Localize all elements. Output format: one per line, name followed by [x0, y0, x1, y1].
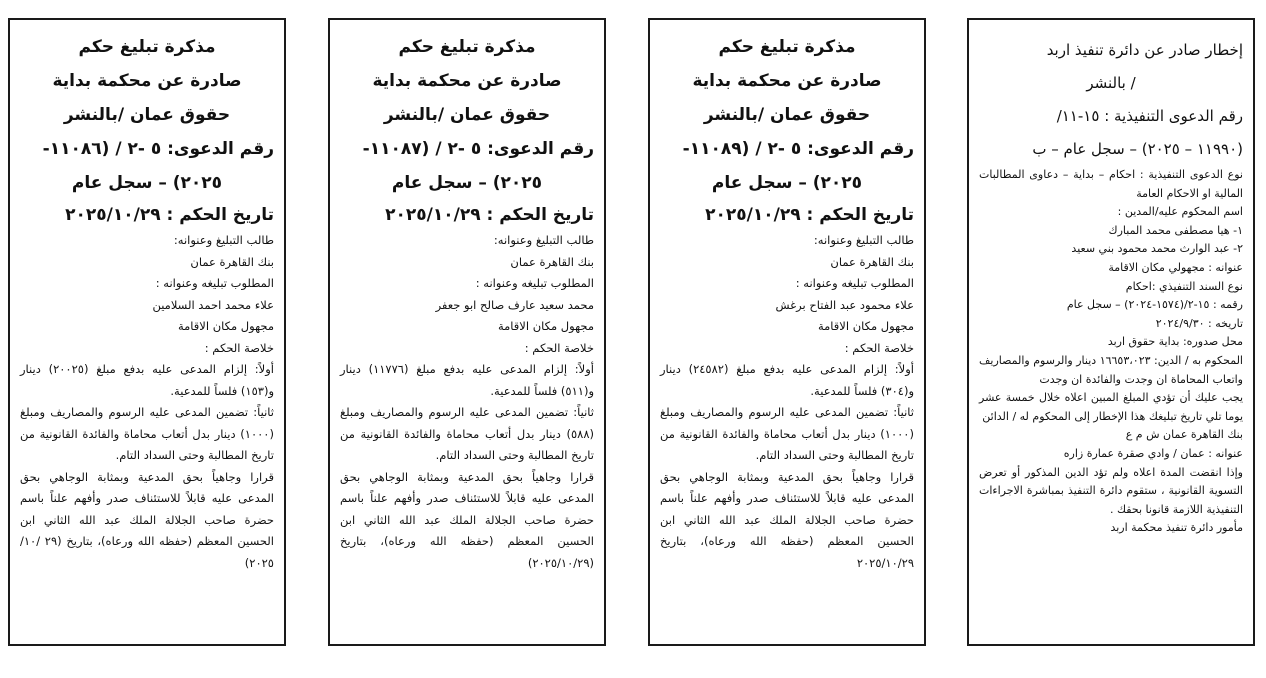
document-date: تاريخه : ٢٠٢٤/٩/٣٠ [1155, 316, 1243, 330]
ruling-paragraph-3: قرارا وجاهياً بحق المدعية وبمثابة الوجاهي بحق المدعى عليه قابلاً للاستئناف صدر وأفهم علناً باسم حضرة صاحب الجلالة الملك عبد الله الثاني ابن الحسين المعظم (حفظه الله ورعاه)، بتاريخ (٢٩ /١٠/ ٢٠٢٥) [20, 469, 275, 570]
ruling-paragraph-2: ثانياً: تضمين المدعى عليه الرسوم والمصاريف ومبلغ (٥٨٨) دينار بدل أتعاب محاماة والفائدة القانونية من تاريخ المطالبة وحتى السداد التام. [340, 405, 594, 462]
notice-title: مذكرة تبليغ حكم [78, 37, 216, 57]
document-type: نوع السند التنفيذي :احكام [1125, 279, 1243, 293]
notice-title: إخطار صادر عن دائرة تنفيذ اربد [1046, 41, 1243, 59]
summary-label: خلاصة الحكم : [524, 340, 594, 355]
judgment-date: تاريخ الحكم : ٢٠٢٥/١٠/٢٩ [65, 205, 274, 225]
requester-name: بنك القاهرة عمان [510, 254, 594, 269]
case-number-line-2: ٢٠٢٥) – سجل عام [711, 173, 863, 193]
execution-notice-card [967, 18, 1255, 646]
debtor-address: عنوانه : مجهولي مكان الاقامة [1108, 260, 1243, 274]
notice-title: مذكرة تبليغ حكم [718, 37, 856, 57]
case-number-line-1: رقم الدعوى التنفيذية : ١٥-١١/ [1056, 107, 1243, 125]
case-number-line-1: رقم الدعوى: ٥ -٢ / (١١٠٨٦- [42, 139, 274, 159]
summary-label: خلاصة الحكم : [844, 340, 914, 355]
debtor-name-1: ١- هيا مصطفى محمد المبارك [1108, 223, 1243, 237]
notice-card-1 [8, 18, 286, 646]
ruling-paragraph-1: أولاً: إلزام المدعى عليه بدفع مبلغ (١١٧٧٦) دينار و(٥١١) فلساً للمدعية. [340, 362, 594, 398]
respondent-name: محمد سعيد عارف صالح ابو جعفر [435, 297, 594, 312]
notice-card-3 [648, 18, 926, 646]
payment-demand: يجب عليك أن تؤدي المبلغ المبين اعلاه خلال خمسة عشر يوما تلي تاريخ تبليغك هذا الإخطار إلى المحكوم له / الدائن [979, 391, 1243, 423]
judgment-amount: المحكوم به / الدين: ١٦٦٥٣،٠٢٣ دينار والرسوم والمصاريف واتعاب المحاماة ان وجدت والفائدة ان وجدت [979, 353, 1243, 386]
notice-title: مذكرة تبليغ حكم [398, 37, 536, 57]
case-number-line-1: رقم الدعوى: ٥ -٢ / (١١٠٨٩- [682, 139, 914, 159]
court-line-2: حقوق عمان /بالنشر [383, 105, 551, 125]
case-number-line-1: رقم الدعوى: ٥ -٢ / (١١٠٨٧- [362, 139, 594, 159]
creditor-address: عنوانه : عمان / وادي صقرة عمارة زاره [1063, 446, 1243, 460]
court-line-1: صادرة عن محكمة بداية [372, 71, 562, 91]
case-number-line-2: (١١٩٩٠ – ٢٠٢٥) – سجل عام – ب [1032, 140, 1243, 158]
debtor-name-2: ٢- عبد الوارث محمد محمود بني سعيد [1071, 242, 1243, 256]
residence-status: مجهول مكان الاقامة [817, 319, 914, 333]
court-line-2: حقوق عمان /بالنشر [63, 105, 231, 125]
respondent-label: المطلوب تبليغه وعنوانه : [475, 276, 594, 290]
notice-card-2 [328, 18, 606, 646]
requester-label: طالب التبليغ وعنوانه: [173, 233, 274, 247]
ruling-paragraph-2: ثانياً: تضمين المدعى عليه الرسوم والمصاريف ومبلغ (١٠٠٠) دينار بدل أتعاب محاماة والفائدة القانونية من تاريخ المطالبة وحتى السداد التام. [20, 405, 274, 462]
requester-name: بنك القاهرة عمان [830, 254, 914, 269]
respondent-label: المطلوب تبليغه وعنوانه : [155, 276, 274, 290]
enforcement-warning: وإذا انقضت المدة اعلاه ولم تؤد الدين المذكور أو تعرض التسوية القانونية ، ستقوم دائرة التنفيذ بمباشرة الاجراءات التنفيذية اللازمة قانونا بحقك . [979, 465, 1243, 516]
ruling-paragraph-3: قرارا وجاهياً بحق المدعية وبمثابة الوجاهي بحق المدعى عليه قابلاً للاستئناف صدر وأفهم علناً باسم حضرة صاحب الجلالة الملك عبد الله الثاني ابن الحسين المعظم (حفظه الله ورعاه)، بتاريخ ٢٠٢٥/١٠/٢٩ [660, 469, 914, 570]
ruling-paragraph-3: قرارا وجاهياً بحق المدعية وبمثابة الوجاهي بحق المدعى عليه قابلاً للاستئناف صدر وأفهم علناً باسم حضرة صاحب الجلالة الملك عبد الله الثاني ابن الحسين المعظم (حفظه الله ورعاه)، بتاريخ (٢٠٢٥/١٠/٢٩) [340, 469, 594, 570]
requester-label: طالب التبليغ وعنوانه: [493, 233, 594, 247]
ruling-paragraph-1: أولاً: إلزام المدعى عليه بدفع مبلغ (٢٤٥٨٢) دينار و(٣٠٤) فلساً للمدعية. [660, 362, 914, 398]
residence-status: مجهول مكان الاقامة [497, 319, 594, 333]
publication-method: / بالنشر [1086, 74, 1136, 92]
debtor-label: اسم المحكوم عليه/المدين : [1117, 205, 1243, 219]
case-number-line-2: ٢٠٢٥) – سجل عام [391, 173, 543, 193]
respondent-label: المطلوب تبليغه وعنوانه : [795, 276, 914, 290]
issue-place: محل صدوره: بداية حقوق اربد [1107, 335, 1243, 349]
summary-label: خلاصة الحكم : [204, 340, 274, 355]
ruling-paragraph-2: ثانياً: تضمين المدعى عليه الرسوم والمصاريف ومبلغ (١٠٠٠) دينار بدل أتعاب محاماة والفائدة القانونية من تاريخ المطالبة وحتى السداد التام. [660, 405, 914, 462]
requester-name: بنك القاهرة عمان [190, 254, 274, 269]
signature: مأمور دائرة تنفيذ محكمة اربد [1110, 521, 1243, 535]
judgment-date: تاريخ الحكم : ٢٠٢٥/١٠/٢٩ [705, 205, 914, 225]
court-line-2: حقوق عمان /بالنشر [703, 105, 871, 125]
residence-status: مجهول مكان الاقامة [177, 319, 274, 333]
court-line-1: صادرة عن محكمة بداية [692, 71, 882, 91]
respondent-name: علاء محمود عبد الفتاح برغش [775, 297, 914, 312]
creditor-name: بنك القاهرة عمان ش م ع [1125, 428, 1243, 442]
document-number: رقمه : ١٥-٢/(١٥٧٤-٢٠٢٤) – سجل عام [1066, 298, 1243, 312]
requester-label: طالب التبليغ وعنوانه: [813, 233, 914, 247]
judgment-date: تاريخ الحكم : ٢٠٢٥/١٠/٢٩ [385, 205, 594, 225]
case-type: نوع الدعوى التنفيذية : احكام – بداية – دعاوى المطالبات المالية او الاحكام العامة [979, 168, 1243, 200]
respondent-name: علاء محمد احمد السلامين [152, 297, 274, 312]
case-number-line-2: ٢٠٢٥) – سجل عام [71, 173, 223, 193]
court-line-1: صادرة عن محكمة بداية [52, 71, 242, 91]
ruling-paragraph-1: أولاً: إلزام المدعى عليه بدفع مبلغ (٢٠٠٢٥) دينار و(١٥٣) فلساً للمدعية. [20, 362, 274, 398]
